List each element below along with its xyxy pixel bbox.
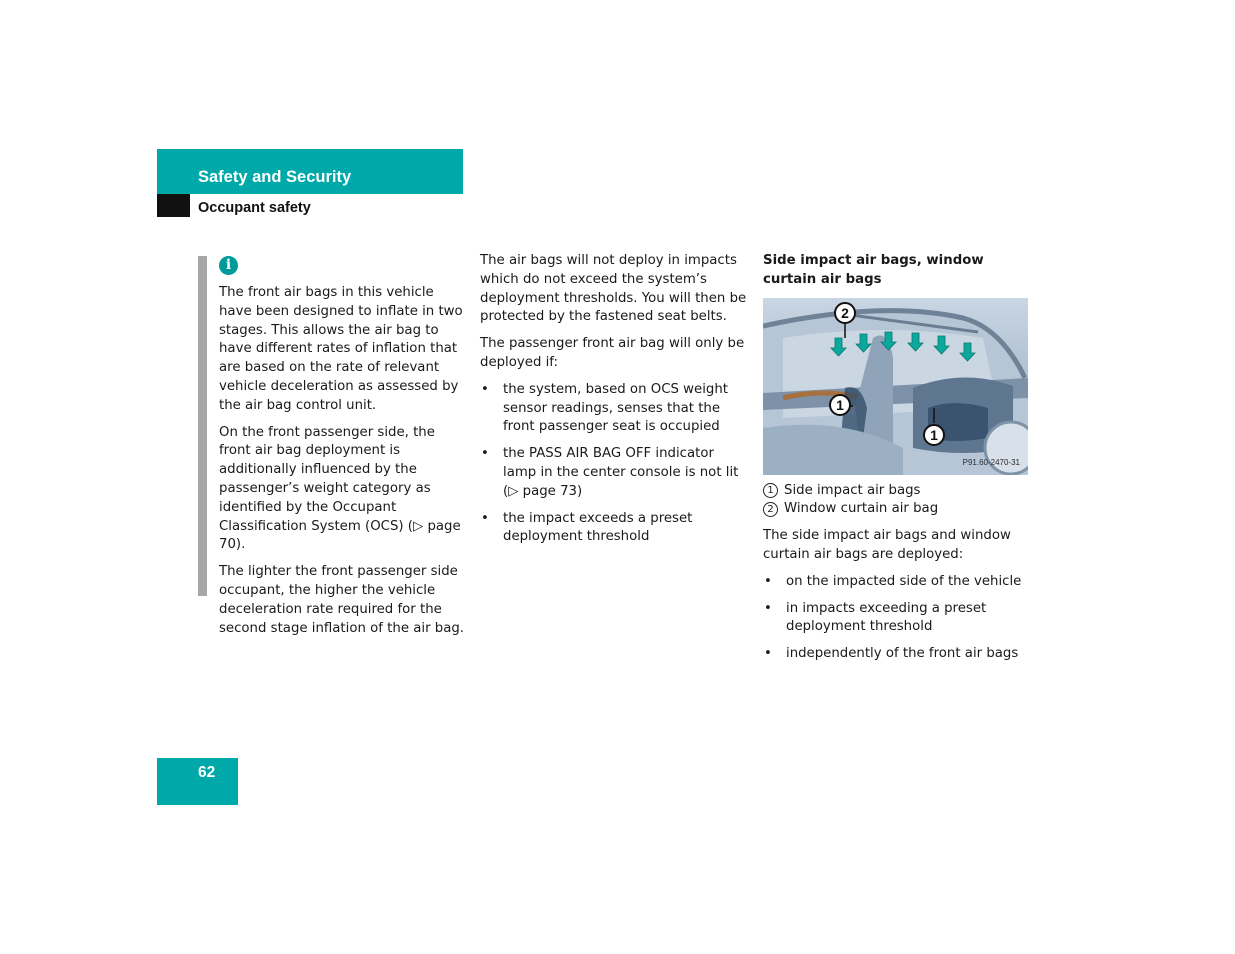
body-paragraph: The air bags will not deploy in impacts which do not exceed the system’s deployment thresholds. You will then be protected by the fastened seat belts. bbox=[480, 253, 747, 325]
car-interior-illustration bbox=[763, 298, 1028, 475]
page-number: 62 bbox=[198, 764, 216, 781]
callout-2 bbox=[835, 303, 855, 323]
list-item: • on the impacted side of the vehicle bbox=[763, 573, 1035, 592]
callout-1-label: 1 bbox=[836, 396, 844, 413]
callout-1b bbox=[924, 425, 944, 445]
airbag-figure bbox=[763, 298, 1028, 475]
note-paragraph: The front air bags in this vehicle have been designed to inflate in two stages. This allows the air bag to have different rates of inflation that are based on the rate of relevant vehicle deceleration as assessed by the air bag control unit. bbox=[219, 285, 463, 413]
legend-item bbox=[763, 482, 1035, 501]
legend-label: Side impact air bags bbox=[784, 482, 921, 498]
callout-1 bbox=[830, 395, 850, 415]
subsection-title: Occupant safety bbox=[198, 200, 311, 216]
list-item: • the PASS AIR BAG OFF indicator lamp in the center console is not lit (▷ page 73) bbox=[480, 445, 750, 501]
section-heading: Side impact air bags, window curtain air bags bbox=[763, 253, 984, 287]
bullet-list bbox=[480, 381, 750, 547]
middle-column bbox=[480, 252, 750, 555]
right-column bbox=[763, 252, 1035, 672]
list-item: • the system, based on OCS weight sensor readings, senses that the front passenger seat is occupied bbox=[480, 381, 750, 437]
list-item: • independently of the front air bags bbox=[763, 645, 1035, 664]
callout-1b-label: 1 bbox=[930, 426, 938, 443]
body-paragraph: The side impact air bags and window curtain air bags are deployed: bbox=[763, 528, 1011, 562]
callout-2-label: 2 bbox=[841, 304, 849, 321]
callout-number: 1 bbox=[763, 483, 778, 498]
info-icon: i bbox=[219, 256, 238, 275]
legend-item bbox=[763, 500, 1035, 519]
section-title: Safety and Security bbox=[198, 168, 352, 186]
legend-label: Window curtain air bag bbox=[784, 501, 939, 517]
figure-code: P91.60-2470-31 bbox=[962, 457, 1020, 467]
callout-number: 2 bbox=[763, 502, 778, 517]
subsection-marker bbox=[157, 194, 190, 217]
note-paragraph: On the front passenger side, the front air bag deployment is additionally influenced by the passenger’s weight category as identified by the Occupant Classification System (OCS) (▷ page 70). bbox=[219, 424, 461, 553]
note-column bbox=[219, 256, 469, 646]
note-bar bbox=[198, 256, 207, 596]
note-paragraph: The lighter the front passenger side occupant, the higher the vehicle deceleration rate required for the second stage inflation of the air bag. bbox=[219, 564, 465, 636]
figure-legend bbox=[763, 482, 1035, 520]
bullet-list bbox=[763, 573, 1035, 664]
list-item: • in impacts exceeding a preset deployment threshold bbox=[763, 600, 1035, 638]
list-item: • the impact exceeds a preset deployment threshold bbox=[480, 510, 750, 548]
body-paragraph: The passenger front air bag will only be deployed if: bbox=[480, 336, 745, 370]
